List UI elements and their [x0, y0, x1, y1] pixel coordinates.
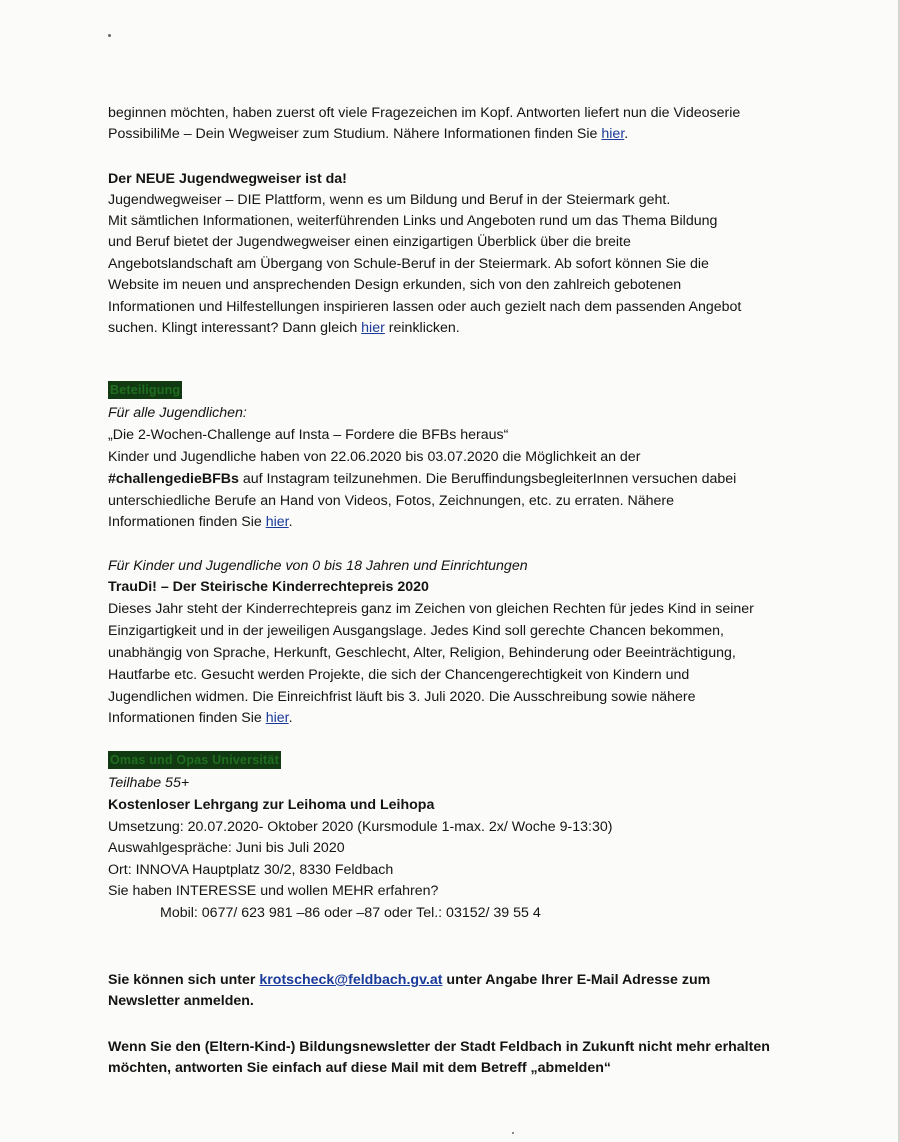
traudi-line: unabhängig von Sprache, Herkunft, Geschlecht, Alter, Religion, Behinderung oder Beeinträchtigung, — [108, 645, 736, 661]
challenge-line-2 — [108, 469, 736, 489]
newsletter-line-1 — [108, 970, 710, 990]
jugendwegweiser-last-post: reinklicken. — [384, 320, 460, 336]
newsletter-pre: Sie können sich unter — [108, 972, 260, 988]
jugendwegweiser-line: Jugendwegweiser – DIE Plattform, wenn es um Bildung und Beruf in der Steiermark geht. — [108, 192, 671, 208]
challenge-line-2-rest: auf Instagram teilzunehmen. Die BeruffindungsbegleiterInnen versuchen dabei — [238, 471, 737, 487]
jugendwegweiser-title: Der NEUE Jugendwegweiser ist da! — [108, 171, 347, 187]
scan-speck — [512, 1132, 514, 1134]
omas-subtitle: Teilhabe 55+ — [108, 775, 190, 791]
traudi-audience: Für Kinder und Jugendliche von 0 bis 18 Jahren und Einrichtungen — [108, 558, 528, 574]
challenge-line-4-post: . — [288, 514, 293, 530]
jugendwegweiser-line: Informationen und Hilfestellungen inspirieren lassen oder auch gezielt nach dem passenden Angebot — [108, 299, 742, 315]
challenge-line-1: Kinder und Jugendliche haben von 22.06.2020 bis 03.07.2020 die Möglichkeit an der — [108, 449, 641, 465]
traudi-line: Einzigartigkeit und in der jeweiligen Ausgangslage. Jedes Kind soll gerechte Chancen bekommen, — [108, 623, 724, 639]
traudi-hier-link[interactable]: hier — [265, 710, 289, 726]
omas-section-header: Omas und Opas Universität — [110, 753, 279, 767]
traudi-last-line — [108, 708, 293, 728]
challenge-hier-link[interactable]: hier — [265, 514, 289, 530]
unsubscribe-line-1: Wenn Sie den (Eltern-Kind-) Bildungsnewsletter der Stadt Feldbach in Zukunft nicht mehr erhalten — [108, 1039, 770, 1055]
jugendwegweiser-line: Mit sämtlichen Informationen, weiterführenden Links und Angeboten rund um das Thema Bildung — [108, 213, 718, 229]
omas-contact: Mobil: 0677/ 623 981 –86 oder –87 oder Tel.: 03152/ 39 55 4 — [160, 905, 541, 921]
intro-line-2-text: PossibiliMe – Dein Wegweiser zum Studium. Nähere Informationen finden Sie — [108, 126, 602, 142]
omas-title: Kostenloser Lehrgang zur Leihoma und Leihopa — [108, 797, 435, 813]
omas-line: Auswahlgespräche: Juni bis Juli 2020 — [108, 840, 345, 856]
newsletter-post: unter Angabe Ihrer E-Mail Adresse zum — [442, 972, 711, 988]
omas-line: Ort: INNOVA Hauptplatz 30/2, 8330 Feldbach — [108, 862, 394, 878]
challenge-line-4-pre: Informationen finden Sie — [108, 514, 266, 530]
intro-hier-link[interactable]: hier — [601, 126, 625, 142]
jugendwegweiser-line: Website im neuen und ansprechenden Design erkunden, sich von den zahlreich gebotenen — [108, 277, 682, 293]
newsletter-email-link[interactable]: krotscheck@feldbach.gv.at — [259, 972, 443, 988]
jugendwegweiser-last-pre: suchen. Klingt interessant? Dann gleich — [108, 320, 362, 336]
challenge-line-3: unterschiedliche Berufe an Hand von Videos, Fotos, Zeichnungen, etc. zu erraten. Nähere — [108, 493, 675, 509]
jugendwegweiser-line: und Beruf bietet der Jugendwegweiser einen einzigartigen Überblick über die breite — [108, 234, 631, 250]
traudi-last-pre: Informationen finden Sie — [108, 710, 266, 726]
jugendwegweiser-hier-link[interactable]: hier — [361, 320, 385, 336]
intro-line-1: beginnen möchten, haben zuerst oft viele Fragezeichen im Kopf. Antworten liefert nun die Videoserie — [108, 105, 741, 121]
unsubscribe-line-2: möchten, antworten Sie einfach auf diese Mail mit dem Betreff „abmelden“ — [108, 1060, 611, 1076]
jugendwegweiser-last-line — [108, 318, 460, 338]
challenge-hashtag: #challengedieBFBs — [108, 471, 239, 487]
traudi-line: Hautfarbe etc. Gesucht werden Projekte, die sich der Chancengerechtigkeit von Kindern und — [108, 667, 690, 683]
jugendwegweiser-line: Angebotslandschaft am Übergang von Schule-Beruf in der Steiermark. Ab sofort können Sie die — [108, 256, 709, 272]
traudi-last-post: . — [288, 710, 293, 726]
intro-line-2-tail: . — [624, 126, 629, 142]
beteiligung-audience: Für alle Jugendlichen: — [108, 405, 247, 421]
challenge-line-4 — [108, 512, 293, 532]
traudi-line: Dieses Jahr steht der Kinderrechtepreis ganz im Zeichen von gleichen Rechten für jedes Kind in seiner — [108, 601, 754, 617]
omas-line: Sie haben INTERESSE und wollen MEHR erfahren? — [108, 883, 439, 899]
traudi-line: Jugendlichen widmen. Die Einreichfrist läuft bis 3. Juli 2020. Die Ausschreibung sowie nähere — [108, 689, 696, 705]
newsletter-line-2: Newsletter anmelden. — [108, 993, 254, 1009]
traudi-title: TrauDi! – Der Steirische Kinderrechtepreis 2020 — [108, 579, 429, 595]
challenge-quote: „Die 2-Wochen-Challenge auf Insta – Fordere die BFBs heraus“ — [108, 427, 509, 443]
beteiligung-section-header: Beteiligung — [110, 383, 181, 397]
omas-line: Umsetzung: 20.07.2020- Oktober 2020 (Kursmodule 1-max. 2x/ Woche 9-13:30) — [108, 819, 613, 835]
intro-line-2 — [108, 124, 628, 144]
scan-speck — [108, 34, 111, 37]
